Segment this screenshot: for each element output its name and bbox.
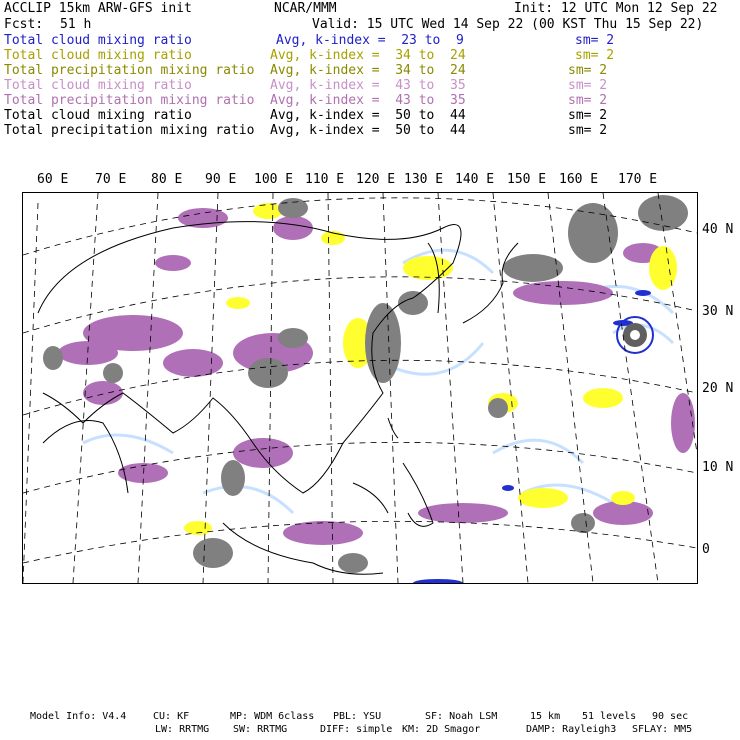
longitude-label: 60 E bbox=[37, 172, 69, 187]
legend-avg: Avg, k-index = 50 to 44 bbox=[270, 123, 466, 138]
legend-smoothing: sm= 2 bbox=[575, 33, 615, 48]
map-frame bbox=[22, 192, 698, 584]
valid-time: Valid: 15 UTC Wed 14 Sep 22 (00 KST Thu 15 Sep 22) bbox=[312, 17, 704, 32]
legend-field: Total cloud mixing ratio bbox=[4, 48, 192, 63]
legend-smoothing: sm= 2 bbox=[568, 93, 608, 108]
init-time: Init: 12 UTC Mon 12 Sep 22 bbox=[514, 1, 718, 16]
gray-cloud-layer bbox=[43, 195, 688, 573]
model-title: ACCLIP 15km ARW-GFS init bbox=[4, 1, 192, 16]
legend-smoothing: sm= 2 bbox=[568, 123, 608, 138]
legend-field: Total precipitation mixing ratio bbox=[4, 123, 255, 138]
latitude-label: 10 N bbox=[702, 460, 734, 475]
org-label: NCAR/MMM bbox=[274, 1, 337, 16]
footer-item: SF: Noah LSM bbox=[425, 711, 498, 722]
legend-field: Total cloud mixing ratio bbox=[4, 33, 192, 48]
longitude-label: 70 E bbox=[95, 172, 127, 187]
longitude-label: 150 E bbox=[507, 172, 547, 187]
footer-item: DIFF: simple bbox=[320, 724, 393, 735]
fcst-value: 51 h bbox=[60, 17, 92, 32]
longitude-label: 120 E bbox=[356, 172, 396, 187]
longitude-label: 100 E bbox=[254, 172, 294, 187]
footer-item: SW: RRTMG bbox=[233, 724, 288, 735]
longitude-label: 90 E bbox=[205, 172, 237, 187]
legend-field: Total precipitation mixing ratio bbox=[4, 93, 255, 108]
footer-item: MP: WDM 6class bbox=[230, 711, 315, 722]
footer-item: CU: KF bbox=[153, 711, 190, 722]
fcst-label: Fcst: bbox=[4, 17, 44, 32]
weather-map bbox=[23, 193, 697, 583]
footer-item: Model Info: V4.4 bbox=[30, 711, 127, 722]
legend-avg: Avg, k-index = 23 to 9 bbox=[276, 33, 464, 48]
footer-item: 15 km bbox=[530, 711, 561, 722]
blue-cloud-layer bbox=[413, 290, 651, 583]
legend-avg: Avg, k-index = 34 to 24 bbox=[270, 48, 466, 63]
footer-item: KM: 2D Smagor bbox=[402, 724, 481, 735]
longitude-label: 130 E bbox=[404, 172, 444, 187]
latitude-label: 20 N bbox=[702, 381, 734, 396]
longitude-label: 80 E bbox=[151, 172, 183, 187]
footer-item: LW: RRTMG bbox=[155, 724, 210, 735]
latitude-label: 30 N bbox=[702, 304, 734, 319]
legend-smoothing: sm= 2 bbox=[568, 78, 608, 93]
footer-item: DAMP: Rayleigh3 bbox=[526, 724, 617, 735]
longitude-label: 110 E bbox=[305, 172, 345, 187]
longitude-label: 170 E bbox=[618, 172, 658, 187]
footer-item: 51 levels bbox=[582, 711, 637, 722]
latitude-label: 0 bbox=[702, 542, 710, 557]
footer-item: 90 sec bbox=[652, 711, 689, 722]
legend-field: Total precipitation mixing ratio bbox=[4, 63, 255, 78]
legend-field: Total cloud mixing ratio bbox=[4, 108, 192, 123]
legend-avg: Avg, k-index = 43 to 35 bbox=[270, 78, 466, 93]
legend-avg: Avg, k-index = 34 to 24 bbox=[270, 63, 466, 78]
legend-avg: Avg, k-index = 50 to 44 bbox=[270, 108, 466, 123]
legend-smoothing: sm= 2 bbox=[575, 48, 615, 63]
legend-smoothing: sm= 2 bbox=[568, 108, 608, 123]
footer-item: PBL: YSU bbox=[333, 711, 382, 722]
typhoon-vortex bbox=[617, 317, 653, 353]
latitude-label: 40 N bbox=[702, 222, 734, 237]
footer-item: SFLAY: MM5 bbox=[632, 724, 693, 735]
longitude-label: 160 E bbox=[559, 172, 599, 187]
legend-avg: Avg, k-index = 43 to 35 bbox=[270, 93, 466, 108]
legend-smoothing: sm= 2 bbox=[568, 63, 608, 78]
legend-field: Total cloud mixing ratio bbox=[4, 78, 192, 93]
longitude-label: 140 E bbox=[455, 172, 495, 187]
